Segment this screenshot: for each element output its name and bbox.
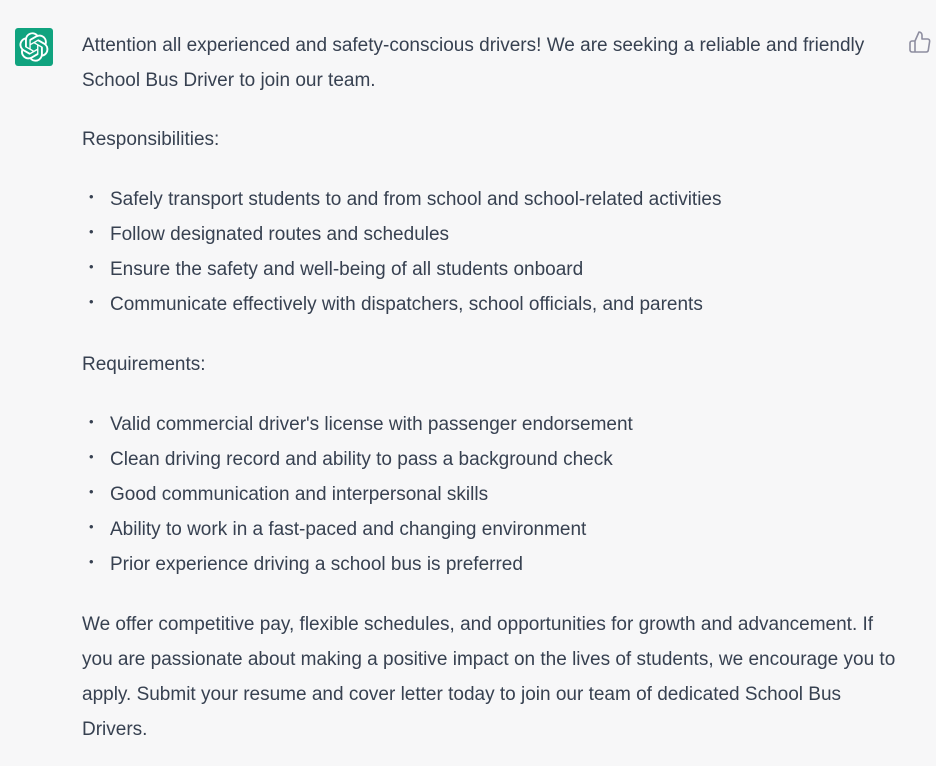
list-item bbox=[82, 442, 902, 477]
list-item-text: Follow designated routes and schedules bbox=[110, 224, 450, 245]
bullet-icon: • bbox=[89, 519, 94, 534]
list-item bbox=[82, 217, 902, 252]
list-item-text: Prior experience driving a school bus is preferred bbox=[110, 554, 523, 575]
list-item bbox=[82, 287, 902, 322]
list-item bbox=[82, 512, 902, 547]
list-item-text: Safely transport students to and from school and school-related activities bbox=[110, 189, 722, 210]
bullet-icon: • bbox=[89, 224, 94, 239]
list-item-text: Ensure the safety and well-being of all students onboard bbox=[110, 259, 584, 280]
list-item-text: Good communication and interpersonal skills bbox=[110, 484, 489, 505]
requirements-list bbox=[82, 407, 902, 582]
list-item bbox=[82, 407, 902, 442]
requirements-heading: Requirements: bbox=[82, 354, 206, 375]
bullet-icon: • bbox=[89, 294, 94, 309]
list-item bbox=[82, 477, 902, 512]
bullet-icon: • bbox=[89, 484, 94, 499]
message-content bbox=[82, 28, 902, 747]
list-item bbox=[82, 547, 902, 582]
thumbs-up-icon[interactable] bbox=[908, 30, 932, 54]
bullet-icon: • bbox=[89, 259, 94, 274]
closing-paragraph: We offer competitive pay, flexible schedules, and opportunities for growth and advancement. If you are passionate about making a positive impact on the lives of students, we encourage you to apply. Submit your resume and cover letter today to join our team of dedicated School Bus Drivers. bbox=[82, 614, 896, 740]
list-item-text: Ability to work in a fast-paced and changing environment bbox=[110, 519, 587, 540]
bullet-icon: • bbox=[89, 554, 94, 569]
bullet-icon: • bbox=[89, 414, 94, 429]
list-item-text: Valid commercial driver's license with passenger endorsement bbox=[110, 414, 633, 435]
list-item bbox=[82, 252, 902, 287]
openai-logo-icon bbox=[15, 28, 53, 66]
list-item bbox=[82, 182, 902, 217]
responsibilities-heading: Responsibilities: bbox=[82, 129, 220, 150]
intro-paragraph: Attention all experienced and safety-conscious drivers! We are seeking a reliable and friendly School Bus Driver to join our team. bbox=[82, 35, 865, 91]
bullet-icon: • bbox=[89, 449, 94, 464]
responsibilities-list bbox=[82, 182, 902, 322]
list-item-text: Communicate effectively with dispatchers, school officials, and parents bbox=[110, 294, 703, 315]
list-item-text: Clean driving record and ability to pass a background check bbox=[110, 449, 613, 470]
bullet-icon: • bbox=[89, 189, 94, 204]
